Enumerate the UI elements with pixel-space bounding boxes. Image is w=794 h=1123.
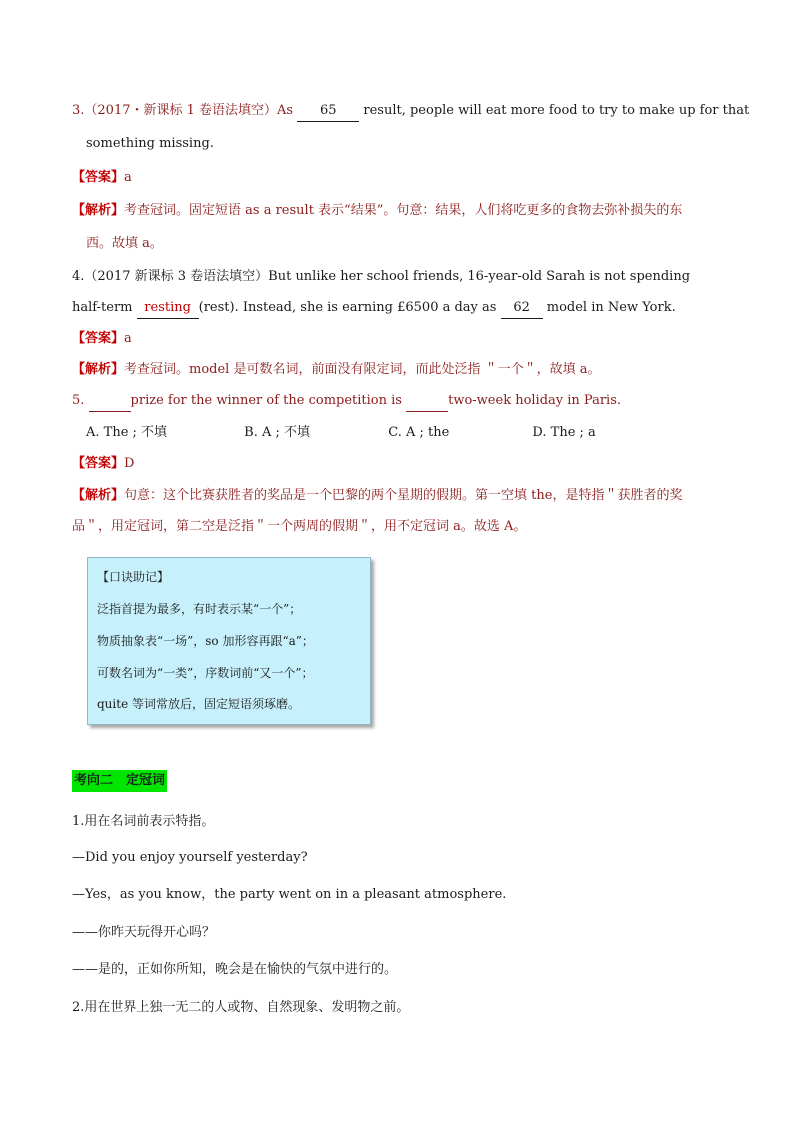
- q5-suffix: two-week holiday in Paris.: [448, 393, 622, 408]
- q3-analysis-line1: 考查冠词。固定短语 as a result 表示“结果”。句意：结果，人们将吃更多的食物去弥补损失的东: [124, 203, 683, 218]
- q4-answer: [72, 329, 132, 349]
- q4-analysis: [72, 360, 601, 380]
- dialog-line-3: ——你昨天玩得开心吗？: [72, 925, 216, 940]
- q5-option-a: A. The ; 不填: [86, 425, 168, 440]
- q5-option-c: C. A ; the: [388, 425, 450, 440]
- q5-analysis-label: 【解析】: [72, 488, 125, 503]
- q4-line2-mid: (rest). Instead, she is earning £6500 a day as: [198, 300, 497, 315]
- q4-analysis-label: 【解析】: [72, 362, 125, 377]
- q5-blank2: [406, 391, 448, 412]
- mnemonic-box: [87, 557, 371, 725]
- q5-option-b: B. A ; 不填: [244, 425, 310, 440]
- mnemonic-title: 【口诀助记】: [97, 570, 170, 584]
- q4-answer-value: a: [124, 331, 132, 346]
- question-3: [72, 101, 749, 122]
- q3-line2: something missing.: [86, 136, 214, 151]
- q3-suffix: result, people will eat more food to try to make up for that: [363, 103, 750, 118]
- q4-analysis-text: 考查冠词。model 是可数名词，前面没有限定词，而此处泛指 ＂一个＂，故填 a。: [124, 362, 601, 377]
- q4-answer-label: 【答案】: [72, 331, 125, 346]
- q5-analysis-line1: 句意：这个比赛获胜者的奖品是一个巴黎的两个星期的假期。第一空填 the，是特指＂获胜者的奖: [124, 488, 683, 503]
- q4-line2-prefix: half-term: [72, 300, 133, 315]
- q4-blank2: 62: [501, 298, 543, 319]
- q3-analysis: [72, 201, 682, 221]
- q5-answer-value: D: [124, 456, 135, 471]
- q5-options: [86, 423, 596, 443]
- q4-line1: 4.（2017 新课标 3 卷语法填空）But unlike her school friends, 16-year-old Sarah is not spending: [72, 269, 691, 284]
- mnemonic-line-3: 可数名词为“一类”，序数词前“又一个”；: [97, 666, 314, 680]
- q3-prefix: 3.（2017・新课标 1 卷语法填空）As: [72, 103, 294, 118]
- q3-answer-label: 【答案】: [72, 170, 125, 185]
- q3-answer-value: a: [124, 170, 132, 185]
- mnemonic-line-1: 泛指首提为最多，有时表示某“一个”；: [97, 602, 302, 616]
- q3-blank: 65: [297, 101, 359, 122]
- q5-prefix: 5.: [72, 393, 85, 408]
- q5-mid: prize for the winner of the competition is: [130, 393, 402, 408]
- q4-line2-suffix: model in New York.: [546, 300, 676, 315]
- question-4: [72, 267, 690, 287]
- section-rule-2: 2.用在世界上独一无二的人或物、自然现象、发明物之前。: [72, 1000, 410, 1015]
- q4-line2: [72, 298, 676, 319]
- q5-analysis-line2: 品＂，用定冠词，第二空是泛指＂一个两周的假期＂，用不定冠词 a。故选 A。: [72, 519, 527, 534]
- q3-answer: [72, 168, 132, 188]
- q3-analysis-line2: 西。故填 a。: [86, 236, 163, 251]
- dialog-line-4: ——是的，正如你所知，晚会是在愉快的气氛中进行的。: [72, 962, 398, 977]
- section-heading: 考向二 定冠词: [72, 770, 167, 792]
- q5-analysis: [72, 486, 682, 506]
- question-5: [72, 391, 621, 412]
- q5-answer: [72, 454, 134, 474]
- section-rule-1: 1.用在名词前表示特指。: [72, 814, 215, 829]
- mnemonic-line-2: 物质抽象表“一场”，so 加形容再跟“a”；: [97, 634, 314, 648]
- q5-answer-label: 【答案】: [72, 456, 125, 471]
- q5-blank1: [89, 391, 131, 412]
- q4-blank1: resting: [137, 298, 199, 319]
- q3-analysis-label: 【解析】: [72, 203, 125, 218]
- q5-option-d: D. The ; a: [532, 425, 596, 440]
- dialog-line-2: —Yes，as you know，the party went on in a pleasant atmosphere.: [72, 887, 507, 902]
- mnemonic-line-4: quite 等词常放后，固定短语须琢磨。: [97, 697, 300, 711]
- dialog-line-1: —Did you enjoy yourself yesterday?: [72, 850, 308, 865]
